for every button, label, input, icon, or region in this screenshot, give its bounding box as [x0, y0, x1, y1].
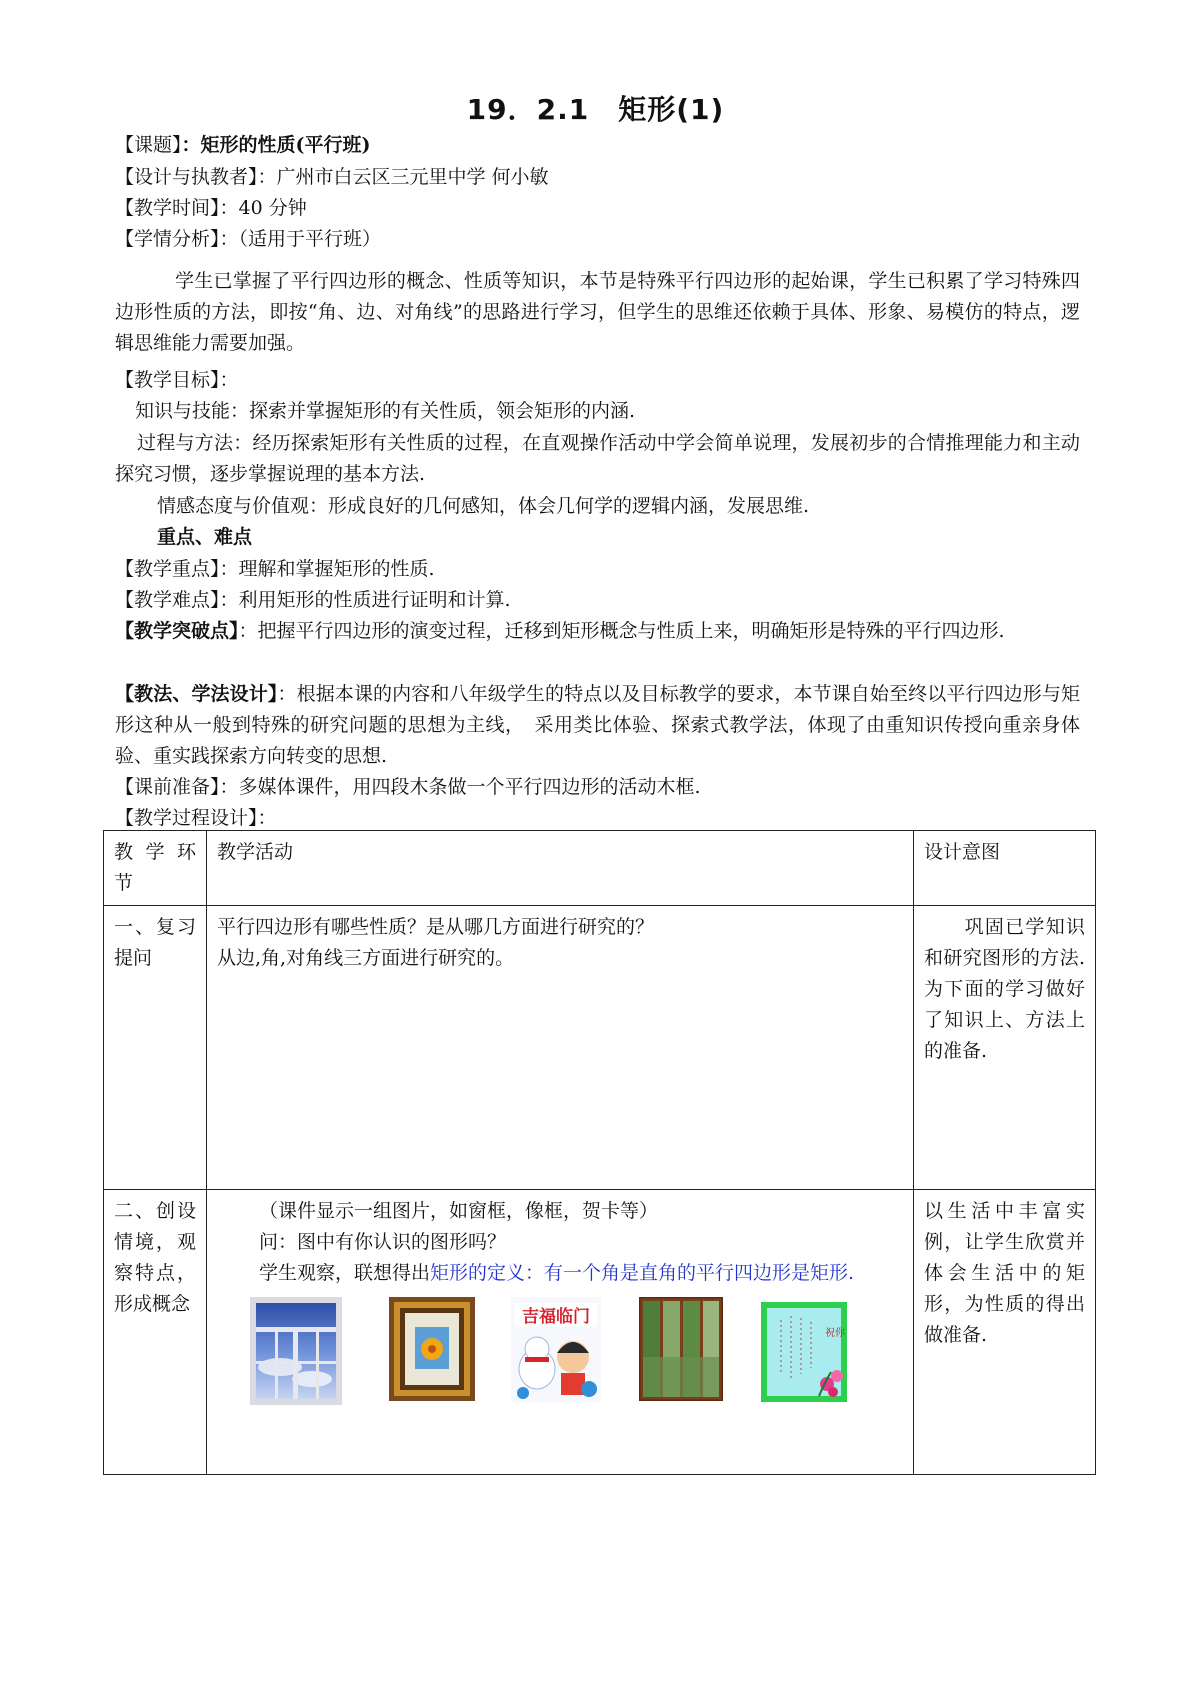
- topic-value: ：矩形的性质(平行班): [181, 134, 371, 156]
- difficulty-line: [115, 585, 511, 616]
- table-header-row: [104, 831, 1096, 906]
- method-label: 【教法、学法设计】: [115, 683, 278, 705]
- row2-definition-prefix: 学生观察，联想得出: [259, 1262, 431, 1284]
- focus-heading: 重点、难点: [157, 526, 253, 548]
- topic-line: [115, 130, 371, 161]
- analysis-value: ：（适用于平行班）: [219, 228, 382, 250]
- time-label: 【教学时间】: [115, 197, 220, 219]
- row1-stage: 一、复习提问: [104, 906, 207, 1190]
- header-stage: 教 学 环节: [104, 831, 207, 906]
- analysis-paragraph: 学生已掌握了平行四边形的概念、性质等知识，本节是特殊平行四边形的起始课，学生已积累了学习特殊四边形性质的方法，即按“角、边、对角线”的思路进行学习，但学生的思维还依赖于具体、形象、易模仿的特点，逻辑思维能力需要加强。: [115, 270, 1080, 354]
- prep-value: ：多媒体课件，用四段木条做一个平行四边形的活动木框.: [219, 776, 701, 798]
- prep-line: [115, 772, 701, 803]
- example-photos: [217, 1297, 903, 1415]
- row2-activity-line1: （课件显示一组图片，如窗框，像框，贺卡等）: [259, 1200, 659, 1222]
- window-frame-photo: [250, 1297, 342, 1405]
- designer-line: [115, 162, 549, 193]
- goals-line: [115, 365, 239, 396]
- row2-definition-suffix: .: [848, 1262, 855, 1284]
- time-value: ：40 分钟: [219, 197, 307, 219]
- row1-intent: 巩固已学知识和研究图形的方法. 为下面的学习做好了知识上、方法上的准备.: [914, 906, 1096, 1190]
- folding-door-photo: [639, 1297, 723, 1401]
- goal-emotion: 情感态度与价值观：形成良好的几何感知，体会几何学的逻辑内涵，发展思维.: [157, 495, 810, 517]
- process-value: ：: [257, 807, 277, 829]
- breakthrough-paragraph: [115, 616, 1080, 647]
- goals-value: ：: [219, 369, 239, 391]
- row2-intent: 以生活中丰富实例，让学生欣赏并体会生活中的矩形，为性质的得出做准备.: [914, 1190, 1096, 1475]
- row1-activity-line2: 从边,角,对角线三方面进行研究的。: [217, 947, 515, 969]
- picture-frame-photo: [389, 1297, 475, 1401]
- difficulty-value: ：利用矩形的性质进行证明和计算.: [219, 589, 511, 611]
- goal-process: 过程与方法：经历探索矩形有关性质的过程，在直观操作活动中学会简单说理，发展初步的合情推理能力和主动探究习惯，逐步掌握说理的基本方法.: [115, 432, 1080, 485]
- key-value: ：理解和掌握矩形的性质.: [219, 558, 435, 580]
- header-activity: 教学活动: [207, 831, 914, 906]
- breakthrough-label: 【教学突破点】: [115, 620, 239, 642]
- process-label: 【教学过程设计】: [115, 807, 258, 829]
- green-card-text: 祝你: [825, 1328, 845, 1339]
- goal-knowledge: 知识与技能：探索并掌握矩形的有关性质，领会矩形的内涵.: [135, 400, 636, 422]
- rectangle-definition: 矩形的定义：有一个角是直角的平行四边形是矩形: [430, 1262, 849, 1284]
- topic-label: 【课题】: [115, 134, 182, 156]
- breakthrough-value: ：把握平行四边形的演变过程，迁移到矩形概念与性质上来，明确矩形是特殊的平行四边形.: [238, 620, 1005, 642]
- row1-activity-line1: 平行四边形有哪些性质？是从哪几方面进行研究的？: [217, 916, 655, 938]
- analysis-label: 【学情分析】: [115, 228, 220, 250]
- key-label: 【教学重点】: [115, 558, 220, 580]
- analysis-line: [115, 224, 381, 255]
- row2-activity-line2: 问：图中有你认识的图形吗？: [259, 1231, 507, 1253]
- prep-label: 【课前准备】: [115, 776, 220, 798]
- row1-activity: [207, 906, 914, 1190]
- table-row: [104, 906, 1096, 1190]
- designer-value: ：广州市白云区三元里中学 何小敏: [257, 166, 549, 188]
- designer-label: 【设计与执教者】: [115, 166, 258, 188]
- goals-label: 【教学目标】: [115, 369, 220, 391]
- table-row: [104, 1190, 1096, 1475]
- row2-stage: 二、创设情境，观察特点，形成概念: [104, 1190, 207, 1475]
- page-title: 19．2.1 矩形(1): [466, 93, 725, 126]
- row2-activity-line3: [217, 1258, 903, 1289]
- green-card-photo: [761, 1302, 847, 1402]
- row2-activity: [207, 1190, 914, 1475]
- key-line: [115, 554, 435, 585]
- method-value: ：根据本课的内容和八年级学生的特点以及目标教学的要求，本节课自始至终以平行四边形与矩形这种从一般到特殊的研究问题的思想为主线， 采用类比体验、探索式教学法，体现了由重知识传授向重亲身体验、重实践探索方向转变的思想.: [115, 683, 1080, 767]
- lesson-table: [103, 830, 1096, 1475]
- greeting-card-photo: [511, 1297, 601, 1403]
- greeting-card-text: 吉福临门: [522, 1307, 590, 1327]
- method-paragraph: [115, 679, 1080, 772]
- header-intent: 设计意图: [914, 831, 1096, 906]
- difficulty-label: 【教学难点】: [115, 589, 220, 611]
- time-line: [115, 193, 307, 224]
